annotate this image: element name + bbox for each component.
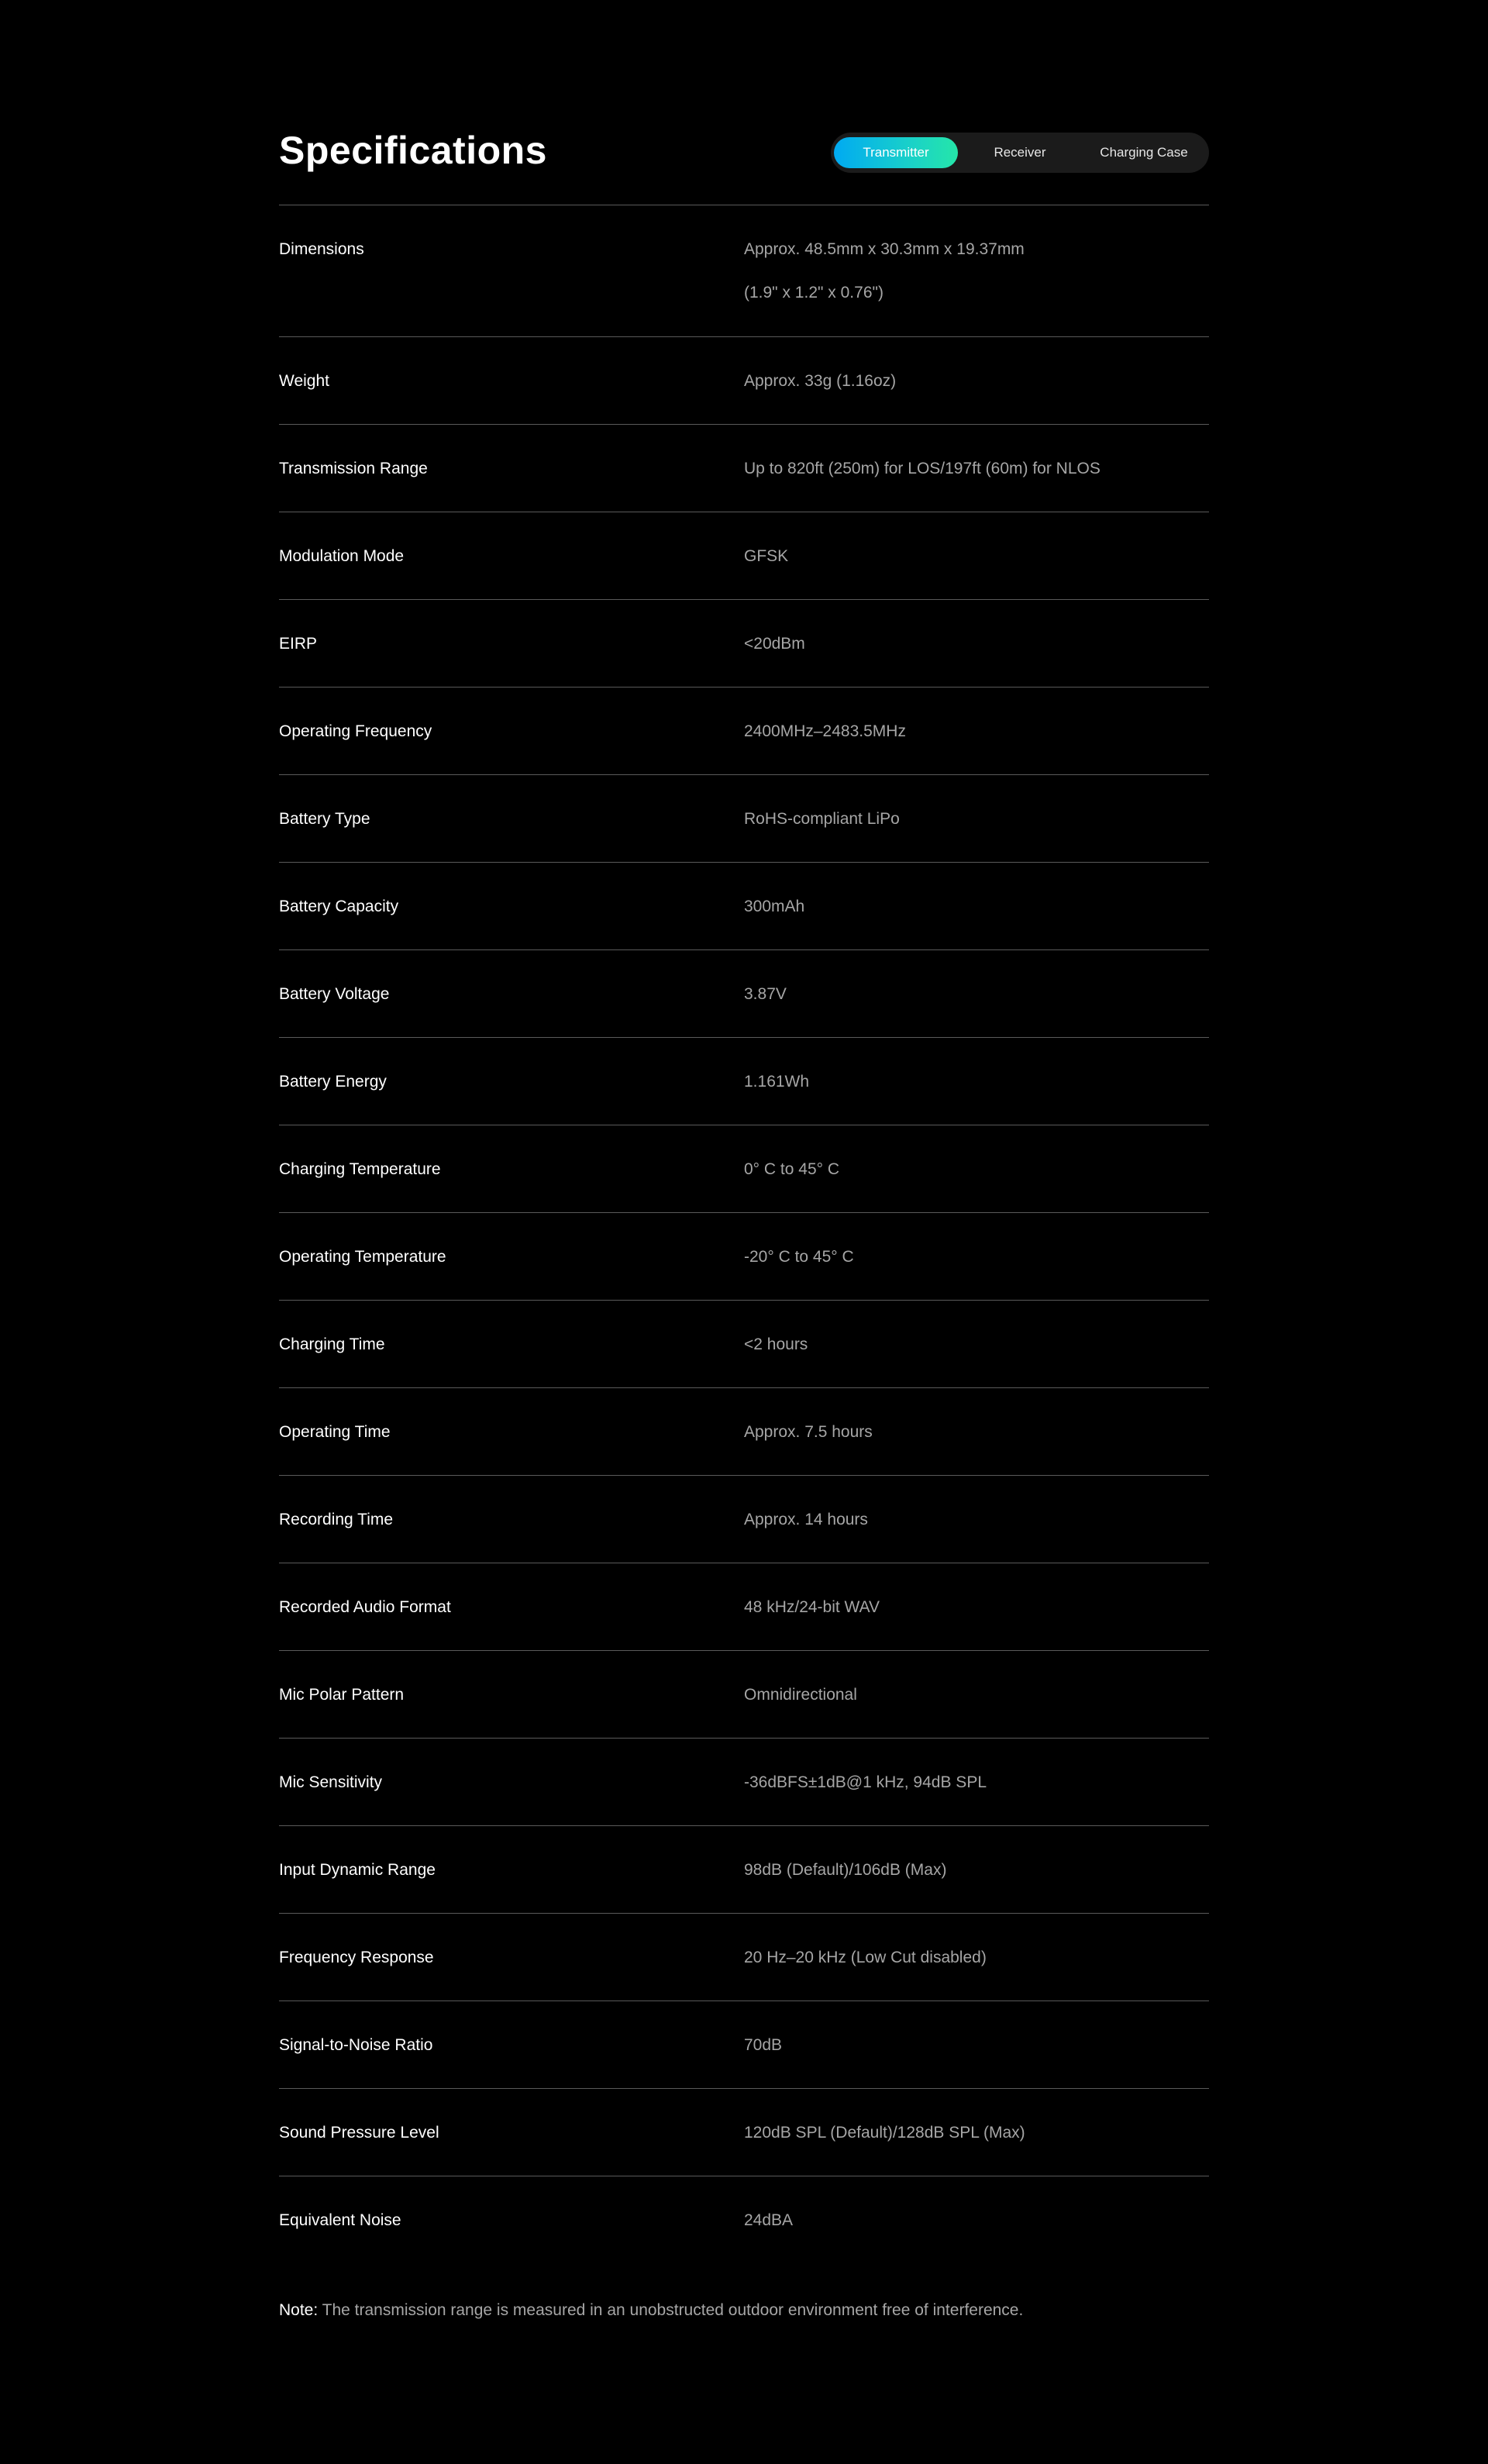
spec-row: [279, 205, 1209, 337]
spec-row: [279, 1476, 1209, 1563]
spec-label: Operating Temperature: [279, 1248, 446, 1266]
tab-charging-case[interactable]: Charging Case: [1100, 145, 1188, 160]
spec-value: <2 hours: [744, 1335, 808, 1353]
spec-row: [279, 1826, 1209, 1914]
spec-value: 24dBA: [744, 2211, 794, 2229]
spec-row: [279, 600, 1209, 688]
spec-value: RoHS-compliant LiPo: [744, 810, 900, 828]
tab-transmitter[interactable]: Transmitter: [834, 137, 958, 168]
spec-label: Battery Voltage: [279, 985, 390, 1003]
spec-label: Charging Time: [279, 1335, 385, 1353]
spec-row: [279, 2001, 1209, 2089]
spec-row: [279, 1213, 1209, 1301]
spec-row: [279, 337, 1209, 425]
spec-value: Approx. 14 hours: [744, 1511, 868, 1528]
spec-row: [279, 1563, 1209, 1651]
specifications-section: [279, 0, 1209, 2320]
spec-row: [279, 1125, 1209, 1213]
spec-value: Omnidirectional: [744, 1686, 857, 1704]
spec-value: 48 kHz/24-bit WAV: [744, 1598, 880, 1616]
spec-value: 1.161Wh: [744, 1073, 810, 1091]
spec-row: [279, 512, 1209, 600]
spec-label: EIRP: [279, 635, 318, 653]
spec-label: Battery Capacity: [279, 898, 399, 915]
spec-label: Transmission Range: [279, 460, 428, 477]
spec-row: [279, 1301, 1209, 1388]
spec-row: [279, 1388, 1209, 1476]
spec-row: [279, 688, 1209, 775]
spec-value: Up to 820ft (250m) for LOS/197ft (60m) for NLOS: [744, 460, 1100, 477]
spec-row: [279, 1914, 1209, 2001]
spec-label: Signal-to-Noise Ratio: [279, 2036, 433, 2054]
spec-value-line: (1.9" x 1.2" x 0.76"): [744, 284, 884, 302]
spec-value: -36dBFS±1dB@1 kHz, 94dB SPL: [744, 1773, 987, 1791]
spec-label: Recorded Audio Format: [279, 1598, 451, 1616]
spec-row: [279, 1739, 1209, 1826]
product-tabs: [831, 133, 1209, 173]
spec-label: Weight: [279, 372, 329, 390]
spec-value: 0° C to 45° C: [744, 1160, 840, 1178]
spec-label: Battery Energy: [279, 1073, 387, 1091]
spec-value: 3.87V: [744, 985, 787, 1003]
page-title: Specifications: [279, 129, 547, 172]
spec-list: [279, 205, 1209, 2264]
spec-label: Input Dynamic Range: [279, 1861, 436, 1879]
spec-row: [279, 775, 1209, 863]
spec-label: Operating Frequency: [279, 722, 432, 740]
spec-row: [279, 863, 1209, 950]
note-label: Note:: [279, 2301, 319, 2319]
spec-value: 70dB: [744, 2036, 783, 2054]
spec-label: Battery Type: [279, 810, 370, 828]
spec-value: -20° C to 45° C: [744, 1248, 854, 1266]
spec-value: 2400MHz–2483.5MHz: [744, 722, 906, 740]
spec-label: Charging Temperature: [279, 1160, 441, 1178]
spec-value: GFSK: [744, 547, 789, 565]
spec-value-line: Approx. 48.5mm x 30.3mm x 19.37mm: [744, 240, 1025, 258]
spec-value: 120dB SPL (Default)/128dB SPL (Max): [744, 2124, 1025, 2142]
specifications-header: [279, 0, 1209, 205]
spec-row: [279, 1038, 1209, 1125]
spec-label: Mic Polar Pattern: [279, 1686, 405, 1704]
spec-row: [279, 1651, 1209, 1739]
spec-row: [279, 950, 1209, 1038]
spec-row: [279, 425, 1209, 512]
spec-value: <20dBm: [744, 635, 805, 653]
spec-row: [279, 2089, 1209, 2176]
spec-label: Operating Time: [279, 1423, 391, 1441]
spec-label: Mic Sensitivity: [279, 1773, 383, 1791]
footnote: [279, 2301, 1209, 2320]
spec-value: 300mAh: [744, 898, 805, 915]
tab-receiver[interactable]: Receiver: [994, 145, 1046, 160]
spec-label: Sound Pressure Level: [279, 2124, 439, 2142]
spec-row: [279, 2176, 1209, 2264]
spec-value: Approx. 7.5 hours: [744, 1423, 873, 1441]
spec-value: 20 Hz–20 kHz (Low Cut disabled): [744, 1949, 987, 1966]
spec-label: Recording Time: [279, 1511, 394, 1528]
spec-label: Modulation Mode: [279, 547, 405, 565]
note-text: The transmission range is measured in an unobstructed outdoor environment free of interference.: [318, 2301, 1024, 2319]
spec-value: Approx. 33g (1.16oz): [744, 372, 897, 390]
spec-value: 98dB (Default)/106dB (Max): [744, 1861, 947, 1879]
spec-label: Equivalent Noise: [279, 2211, 401, 2229]
spec-value: [744, 205, 1209, 302]
spec-label: Dimensions: [279, 240, 364, 258]
spec-label: Frequency Response: [279, 1949, 434, 1966]
